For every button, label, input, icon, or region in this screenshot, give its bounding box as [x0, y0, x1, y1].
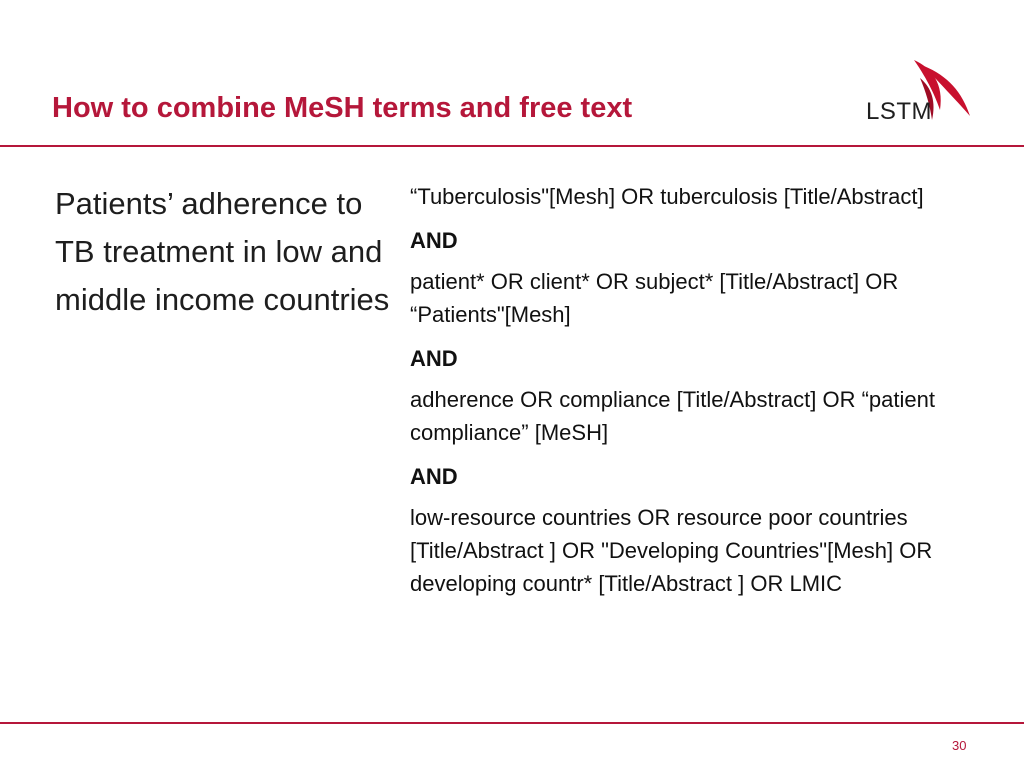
search-block-tuberculosis: “Tuberculosis"[Mesh] OR tuberculosis [Title/Abstract]	[410, 184, 924, 209]
logo-text: LSTM	[866, 98, 933, 125]
header-divider	[0, 145, 1024, 147]
and-operator: AND	[410, 346, 458, 371]
and-operator: AND	[410, 464, 458, 489]
slide-title: How to combine MeSH terms and free text	[52, 92, 633, 124]
and-operator: AND	[410, 228, 458, 253]
search-block-countries: low-resource countries OR resource poor countries [Title/Abstract ] OR "Developing Countries"[Mesh] OR developing countr* [Title/Abstract ] OR LMIC	[410, 505, 933, 596]
search-strategy	[410, 180, 970, 613]
search-block-adherence: adherence OR compliance [Title/Abstract] OR “patient compliance” [MeSH]	[410, 387, 935, 445]
search-block-patients: patient* OR client* OR subject* [Title/Abstract] OR “Patients"[Mesh]	[410, 269, 899, 327]
lstm-logo	[862, 58, 978, 130]
page-number: 30	[952, 738, 967, 753]
research-question: Patients’ adherence to TB treatment in low and middle income countries	[55, 186, 390, 317]
footer-divider	[0, 722, 1024, 724]
